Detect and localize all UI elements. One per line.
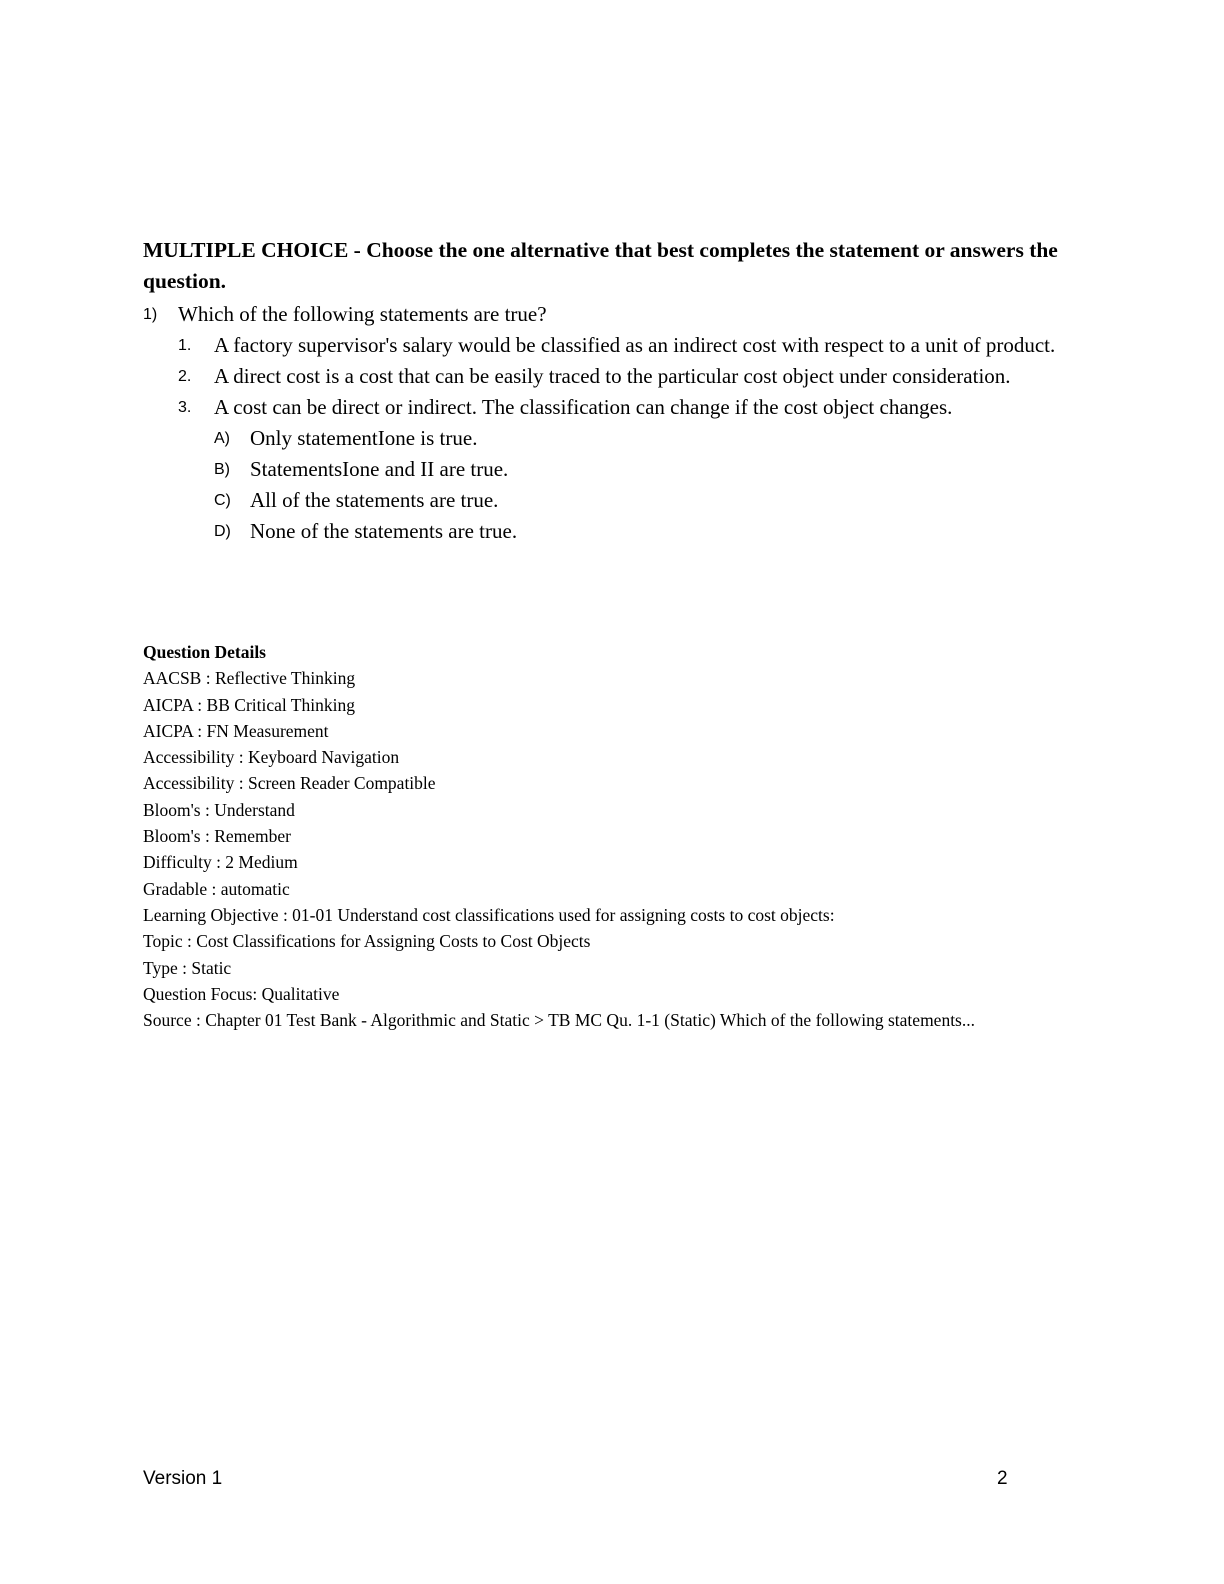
choice-letter: C) [214, 492, 231, 509]
choice-letter: D) [214, 523, 231, 540]
choice-letter: A) [214, 430, 230, 447]
detail-gradable: Gradable : automatic [143, 878, 290, 899]
answer-choice-c [214, 485, 1083, 516]
statement-number: 1. [178, 337, 192, 354]
question-details-title: Question Details [143, 642, 266, 662]
statement-text: A cost can be direct or indirect. The classification can change if the cost object changes. [214, 395, 953, 419]
choice-text: None of the statements are true. [250, 519, 518, 543]
detail-difficulty: Difficulty : 2 Medium [143, 852, 298, 873]
statement-item [178, 330, 1083, 361]
detail-type: Type : Static [143, 957, 232, 978]
statement-text: A direct cost is a cost that can be easily traced to the particular cost object under consideration. [214, 364, 1011, 388]
statement-list [178, 330, 1083, 423]
choice-text: All of the statements are true. [250, 488, 499, 512]
detail-question-focus: Question Focus: Qualitative [143, 983, 340, 1004]
detail-blooms-remember: Bloom's : Remember [143, 826, 291, 847]
question-number: 1) [143, 306, 158, 323]
question-details [143, 639, 1023, 1033]
question-block [143, 299, 1083, 547]
footer-version: Version 1 [143, 1468, 223, 1489]
detail-aacsb: AACSB : Reflective Thinking [143, 668, 356, 689]
answer-choices [214, 423, 1083, 547]
statement-number: 2. [178, 368, 192, 385]
detail-aicpa-fn: AICPA : FN Measurement [143, 720, 329, 741]
detail-accessibility-keyboard: Accessibility : Keyboard Navigation [143, 747, 400, 768]
statement-text: A factory supervisor's salary would be classified as an indirect cost with respect to a unit of product. [214, 333, 1056, 357]
question-stem [143, 299, 1083, 330]
answer-choice-d [214, 516, 1083, 547]
detail-blooms-understand: Bloom's : Understand [143, 799, 295, 820]
footer-page-number: 2 [997, 1468, 1008, 1489]
choice-text: Only statementIone is true. [250, 426, 478, 450]
question-text: Which of the following statements are true? [178, 302, 547, 326]
statement-item [178, 392, 1083, 423]
statement-number: 3. [178, 399, 192, 416]
detail-topic: Topic : Cost Classifications for Assigning Costs to Cost Objects [143, 931, 591, 952]
choice-letter: B) [214, 461, 230, 478]
answer-choice-a [214, 423, 1083, 454]
detail-accessibility-screen-reader: Accessibility : Screen Reader Compatible [143, 773, 436, 794]
section-heading: MULTIPLE CHOICE - Choose the one alternative that best completes the statement or answers the question. [143, 238, 1058, 293]
detail-aicpa-bb: AICPA : BB Critical Thinking [143, 694, 355, 715]
statement-item [178, 361, 1083, 392]
answer-choice-b [214, 454, 1083, 485]
detail-learning-objective: Learning Objective : 01-01 Understand cost classifications used for assigning costs to cost objects: [143, 904, 835, 925]
choice-text: StatementsIone and II are true. [250, 457, 509, 481]
detail-source: Source : Chapter 01 Test Bank - Algorithmic and Static > TB MC Qu. 1-1 (Static) Which of the following statements... [143, 1010, 975, 1031]
